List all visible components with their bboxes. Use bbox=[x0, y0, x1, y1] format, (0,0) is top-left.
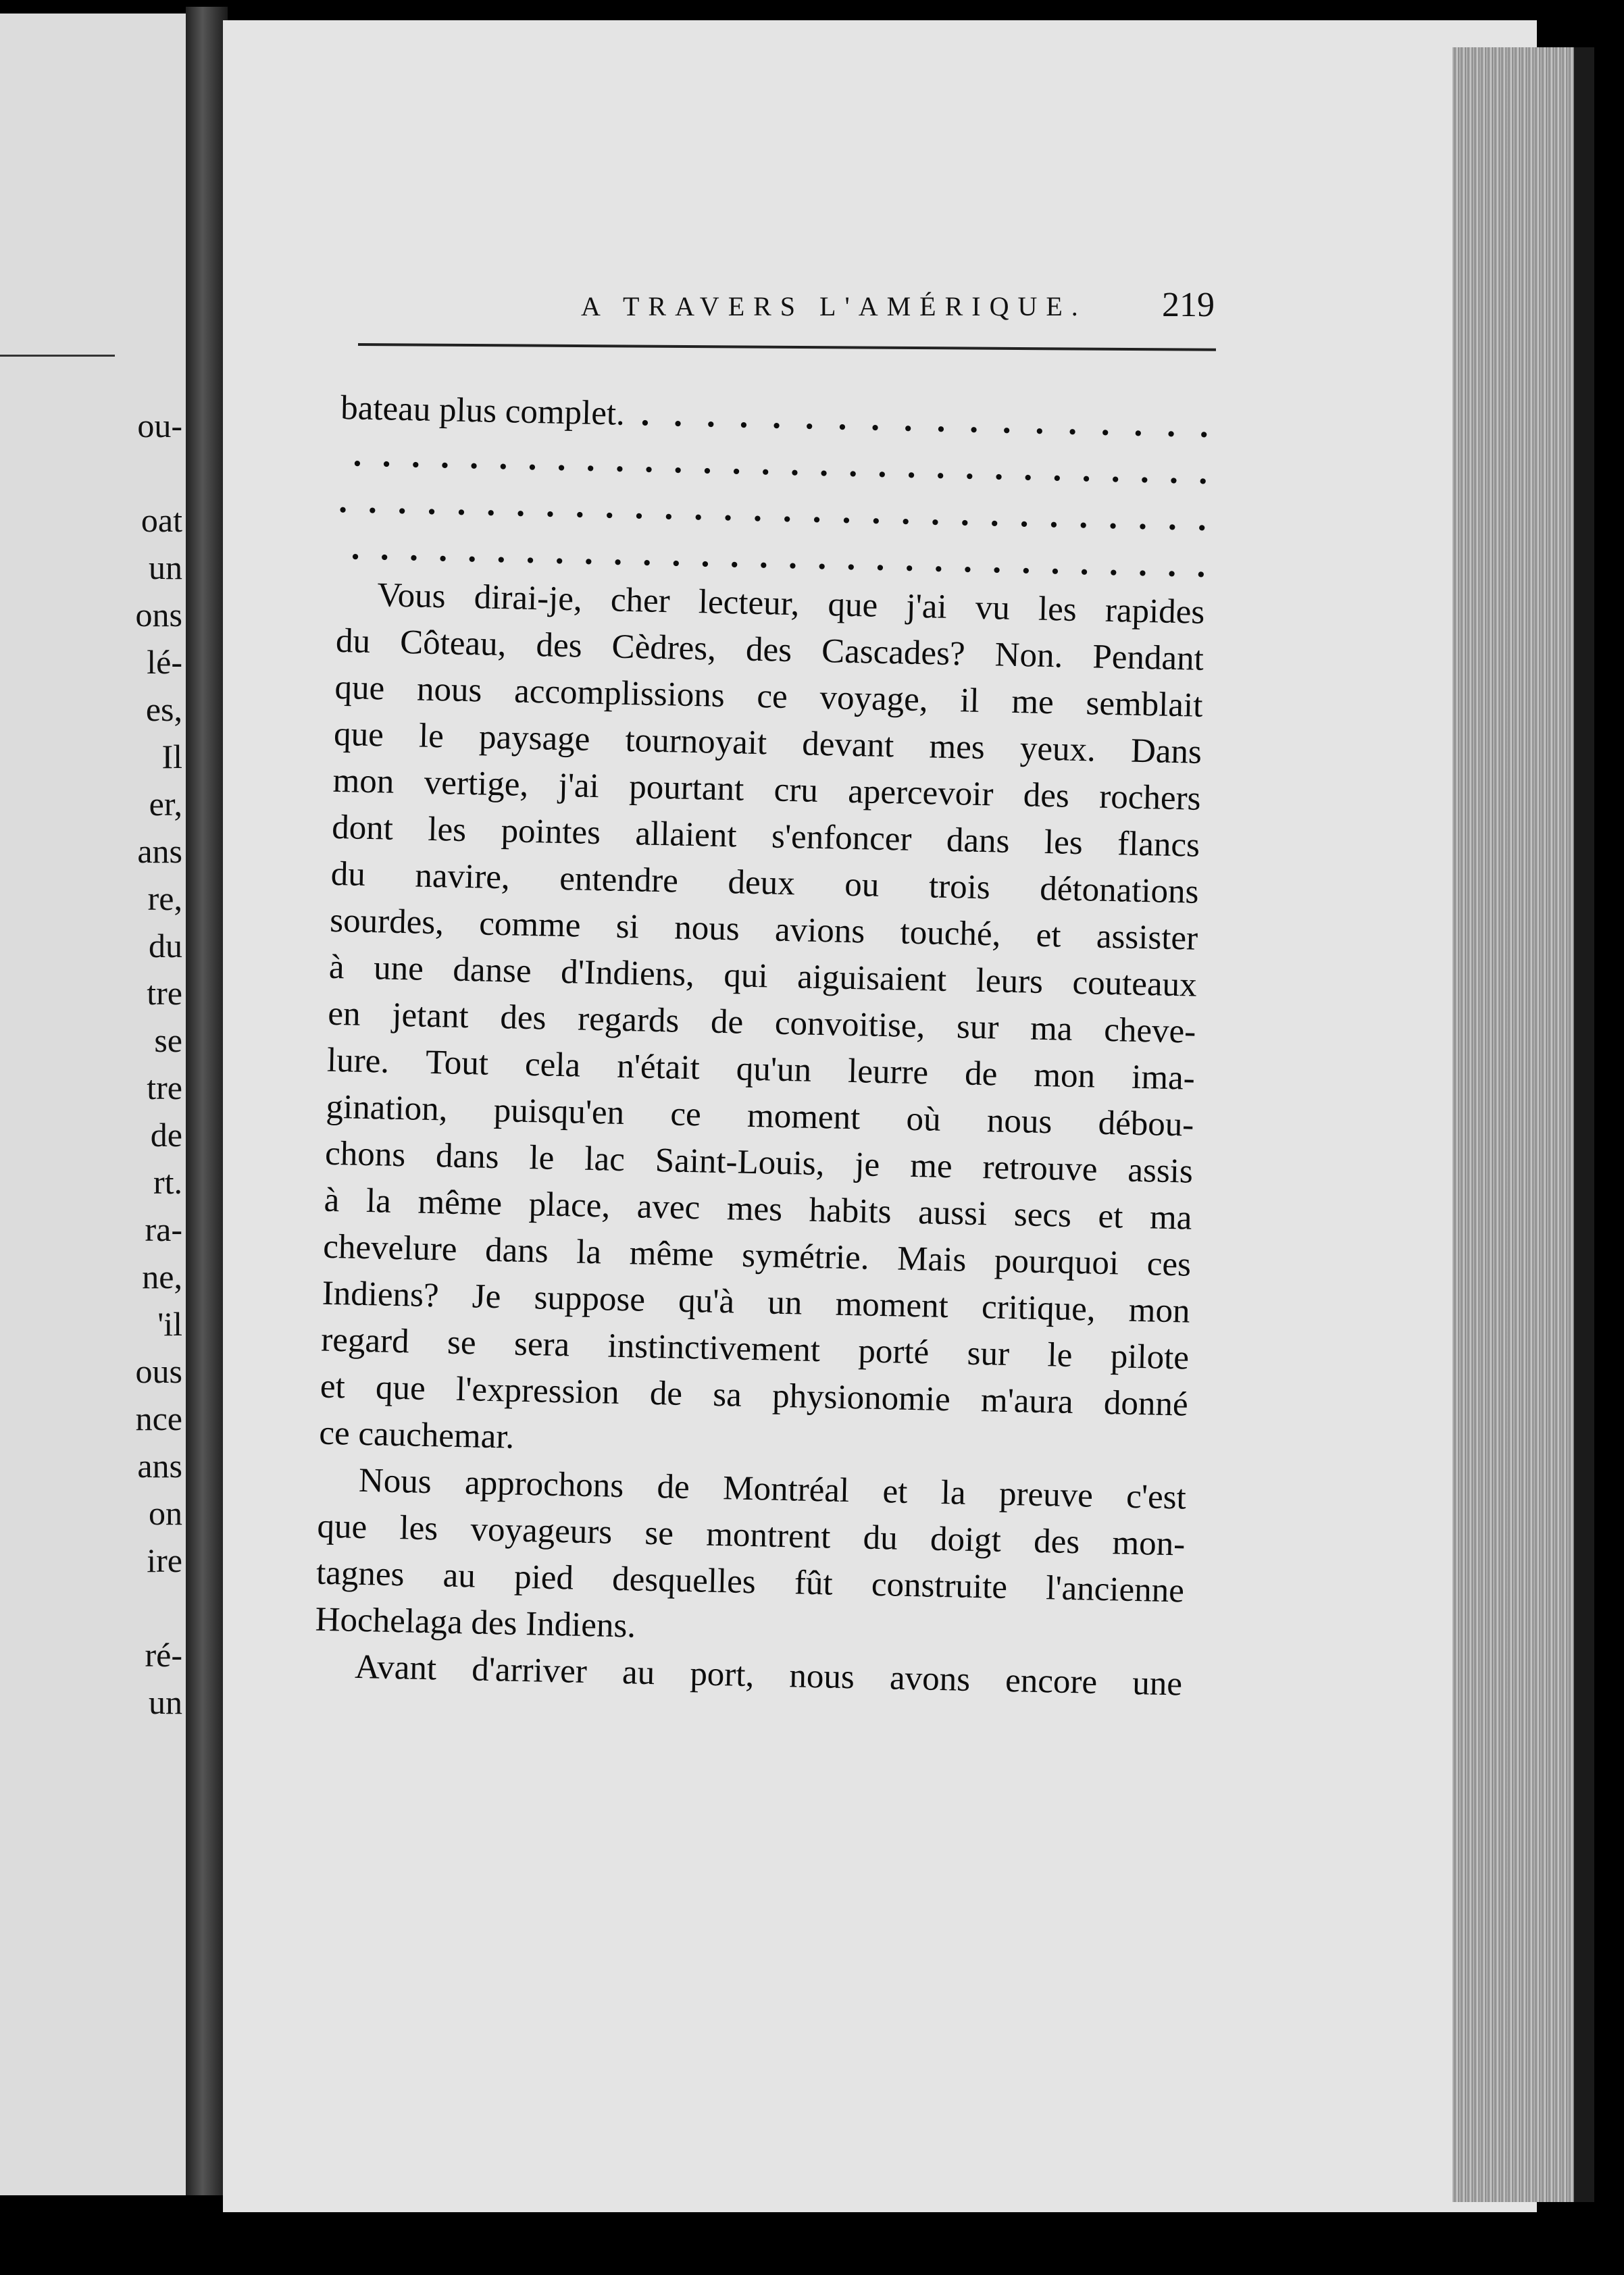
fragment-line: re, bbox=[147, 879, 182, 917]
fragment-line: rt. bbox=[153, 1163, 182, 1201]
cover-edge bbox=[1574, 47, 1594, 2202]
page-number: 219 bbox=[1162, 286, 1215, 324]
text-line: mon vertige, j'ai pourtant cru apercevoir des rochers bbox=[332, 761, 1201, 818]
fragment-line: ous bbox=[135, 1352, 182, 1390]
fragment-line: Il bbox=[161, 738, 182, 775]
fragment-line: nce bbox=[135, 1400, 182, 1437]
text-line: chons dans le lac Saint-Louis, je me retrouve assis bbox=[324, 1134, 1194, 1191]
fragment-line: oat bbox=[141, 501, 182, 539]
text-line: lure. Tout cela n'était qu'un leurre de mon ima- bbox=[326, 1041, 1196, 1098]
text-line: à la même place, avec mes habits aussi secs et ma bbox=[324, 1181, 1192, 1237]
dot-leader: . . . . . . . . . . . . . . . . . . bbox=[640, 395, 1209, 445]
text-line: en jetant des regards de convoitise, sur ma cheve- bbox=[327, 994, 1196, 1051]
fragment-line: ons bbox=[135, 596, 182, 634]
text-line: ce cauchemar. bbox=[318, 1414, 515, 1456]
text-line: que nous accomplissions ce voyage, il me semblait bbox=[334, 668, 1203, 725]
text-line: Hochelaga des Indiens. bbox=[315, 1600, 636, 1645]
first-line-text: bateau plus complet. bbox=[340, 388, 626, 433]
fragment-line: on bbox=[149, 1494, 182, 1532]
fragment-line: tre bbox=[147, 1069, 182, 1106]
facing-page-header-rule bbox=[0, 355, 115, 357]
dot-leader: . . . . . . . . . . . . . . . . . . . . . . . . . . . . . . bbox=[338, 482, 1207, 538]
paragraph-1 bbox=[319, 571, 1205, 1475]
fragment-line: du bbox=[149, 927, 182, 965]
text-line: que les voyageurs se montrent du doigt des mon- bbox=[317, 1507, 1186, 1564]
text-line: regard se sera instinctivement porté sur le pilote bbox=[320, 1321, 1190, 1377]
text-line: gination, puisqu'en ce moment où nous débou- bbox=[326, 1088, 1194, 1144]
fragment-line bbox=[0, 1584, 182, 1631]
text-line: tagnes au pied desquelles fût construite l'ancienne bbox=[315, 1554, 1185, 1610]
fragment-line: 'il bbox=[157, 1305, 182, 1343]
fragment-line: un bbox=[149, 1683, 182, 1721]
text-line: dont les pointes allaient s'enfoncer dans les flancs bbox=[331, 808, 1200, 865]
page-header bbox=[358, 270, 1236, 331]
fragment-line: ra- bbox=[145, 1210, 182, 1248]
fragment-line: tre bbox=[147, 974, 182, 1012]
text-line: du navire, entendre deux ou trois détonations bbox=[330, 854, 1200, 911]
fragment-line: se bbox=[154, 1021, 182, 1059]
book-gutter bbox=[186, 7, 228, 2195]
text-line: Vous dirai-je, cher lecteur, que j'ai vu les rapides bbox=[376, 576, 1205, 632]
fragment-line: er, bbox=[149, 785, 182, 823]
dot-leader: . . . . . . . . . . . . . . . . . . . . . . . . . . . . . . bbox=[353, 436, 1208, 492]
body-text bbox=[314, 385, 1209, 1708]
fragment-line: lé- bbox=[147, 643, 182, 681]
facing-page-text-fragments bbox=[0, 402, 182, 1726]
running-title: A TRAVERS L'AMÉRIQUE. bbox=[581, 291, 1087, 322]
fragment-line: de bbox=[150, 1116, 182, 1154]
page-edges bbox=[1452, 47, 1588, 2202]
text-line: et que l'expression de sa physionomie m'aura donné bbox=[320, 1367, 1189, 1424]
fragment-line: ne, bbox=[142, 1258, 182, 1296]
text-line: Indiens? Je suppose qu'à un moment critique, mon bbox=[322, 1274, 1191, 1331]
text-line: du Côteau, des Cèdres, des Cascades? Non. Pendant bbox=[335, 621, 1204, 678]
fragment-line: ans bbox=[137, 1447, 182, 1485]
dot-leader: . . . . . . . . . . . . . . . . . . . . . . . . . . . . . . bbox=[351, 529, 1206, 585]
text-line: Nous approchons de Montréal et la preuve c'est bbox=[358, 1461, 1187, 1517]
text-line: Avant d'arriver au port, nous avons encore une bbox=[354, 1647, 1183, 1704]
facing-page-left bbox=[0, 14, 196, 2195]
text-line: sourdes, comme si nous avions touché, et assister bbox=[329, 901, 1198, 958]
text-line: à une danse d'Indiens, qui aiguisaient leurs couteaux bbox=[328, 948, 1198, 1004]
fragment-line: ire bbox=[147, 1541, 182, 1579]
fragment-line: es, bbox=[145, 690, 182, 728]
fragment-line bbox=[0, 449, 182, 496]
fragment-line: ans bbox=[137, 832, 182, 870]
fragment-line: ré- bbox=[145, 1636, 182, 1674]
text-line: chevelure dans la même symétrie. Mais pourquoi ces bbox=[322, 1227, 1192, 1284]
text-line: que le paysage tournoyait devant mes yeux. Dans bbox=[333, 715, 1202, 771]
fragment-line: un bbox=[149, 548, 182, 586]
fragment-line: ou- bbox=[137, 407, 182, 444]
paragraph-2 bbox=[315, 1457, 1186, 1662]
